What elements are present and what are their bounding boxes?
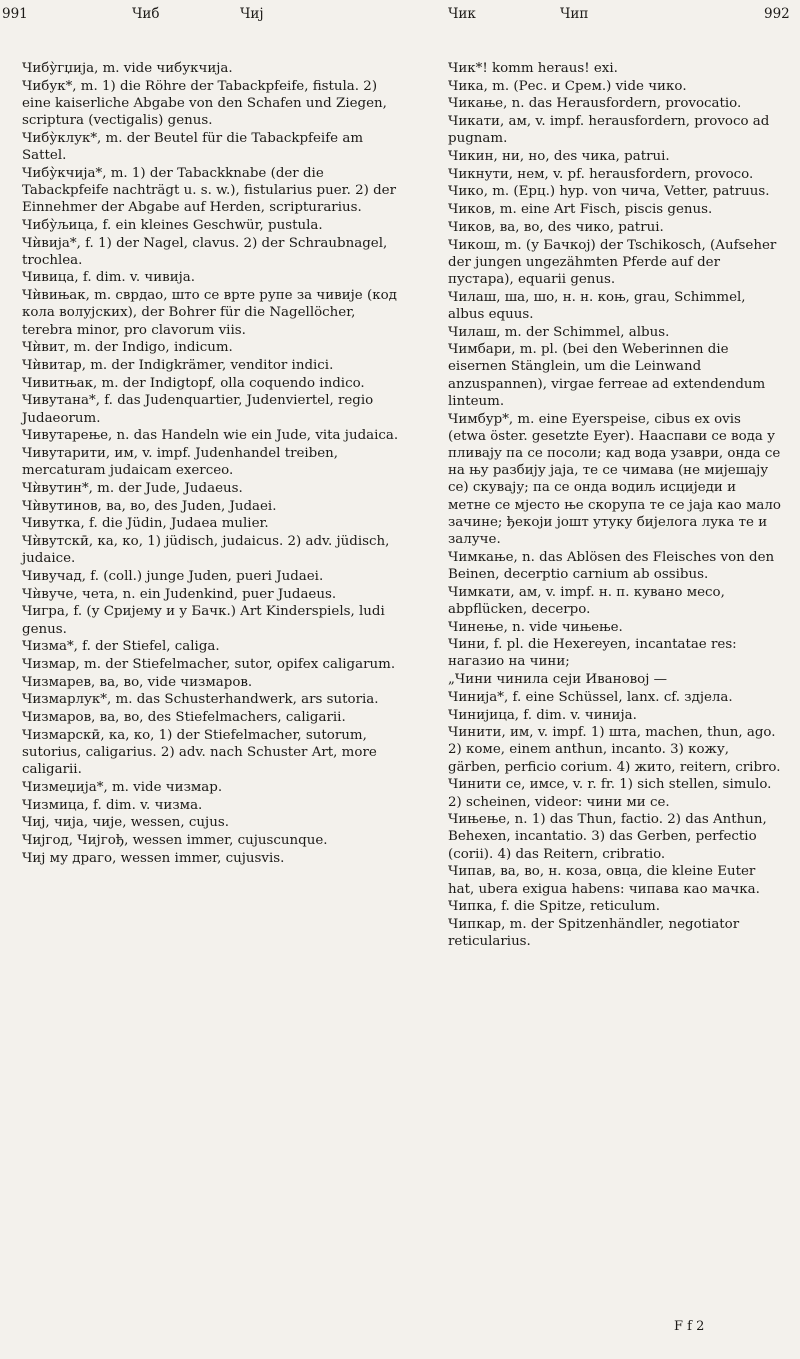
dictionary-entry: Чибу̀љица, f. ein kleines Geschwür, pustula. xyxy=(22,217,323,233)
dictionary-entry: Чијгод, Чијгођ, wessen immer, cujuscunque. xyxy=(22,832,328,848)
dictionary-entry: Чиков, ва, во, des чико, patrui. xyxy=(448,219,664,235)
dictionary-entry: Чини, f. pl. die Hexereyen, incantatae res: нагазио на чини; xyxy=(448,637,737,670)
dictionary-entry: Чипка, f. die Spitze, reticulum. xyxy=(448,899,660,915)
dictionary-entry: Чикање, n. das Herausfordern, provocatio. xyxy=(448,96,742,112)
left-guide-word-2: Чиј xyxy=(240,6,264,22)
dictionary-entry: Чинење, n. vide чињење. xyxy=(448,619,623,635)
dictionary-entry: Чигра, f. (у Сријему и у Бачк.) Art Kinderspiels, ludi genus. xyxy=(22,604,385,637)
dictionary-entry: Чѝвињак, m. сврдао, што се врте рупе за чивије (код кола волујских), der Bohrer für die Nagellöcher, terebra minor, pro clavorum viis. xyxy=(22,288,397,338)
dictionary-entry: Чизмица, f. dim. v. чизма. xyxy=(22,797,203,813)
dictionary-entry: Чико, m. (Ерц.) hyp. von чича, Vetter, patruus. xyxy=(448,184,770,200)
dictionary-entry: Чибу̀кчија*, m. 1) der Tabackknabe (der die Tabackpfeife nachträgt u. s. w.), fistularius puer. 2) der Einnehmer der Abgabe auf Herden, scripturarius. xyxy=(22,165,396,216)
dictionary-entry: Чиј, чија, чије, wessen, cujus. xyxy=(22,815,229,831)
right-guide-word-1: Чик xyxy=(448,6,476,22)
signature-mark: F f 2 xyxy=(674,1319,705,1334)
dictionary-entry: Чизмарлук*, m. das Schusterhandwerk, ars sutoria. xyxy=(22,692,379,708)
dictionary-entry: Чизмар, m. der Stiefelmacher, sutor, opifex caligarum. xyxy=(22,656,396,672)
dictionary-entry: Чиков, m. eine Art Fisch, piscis genus. xyxy=(448,202,713,218)
dictionary-entry: Чѝвутин*, m. der Jude, Judaeus. xyxy=(22,480,243,496)
dictionary-entry: Чикати, ам, v. impf. herausfordern, provoco ad pugnam. xyxy=(448,114,770,147)
dictionary-entry: Чѝвутскӣ, ка, ко, 1) jüdisch, judaicus. 2) adv. jüdisch, judaice. xyxy=(22,533,390,567)
dictionary-entry: Чипав, ва, во, н. коза, овца, die kleine Euter hat, ubera exigua habens: чипава као мачка. xyxy=(448,864,760,897)
dictionary-entry: Чѝвутинов, ва, во, des Juden, Judaei. xyxy=(22,498,277,514)
dictionary-entry: Чивица, f. dim. v. чивија. xyxy=(22,270,196,286)
dictionary-entry: Чизмаров, ва, во, des Stiefelmachers, caligarii. xyxy=(22,710,346,726)
left-column xyxy=(22,60,406,867)
dictionary-entry: Чибу̀клук*, m. der Beutel für die Tabackpfeife am Sattel. xyxy=(22,130,364,164)
dictionary-entry: Чизмеџија*, m. vide чизмар. xyxy=(22,779,223,795)
left-guide-word-1: Чиб xyxy=(132,6,160,22)
dictionary-entry: Чинити, им, v. impf. 1) шта, machen, thun, ago. 2) коме, einem anthun, incanto. 3) кожу, gärben, perficio corium. 4) жито, reitern, cribro. xyxy=(448,725,781,775)
dictionary-entry: Чилаш, ша, шо, н. н. коњ, grau, Schimmel, albus equus. xyxy=(448,289,746,322)
dictionary-entry: Чик*! komm heraus! exi. xyxy=(448,61,618,76)
dictionary-entry: Чивутка, f. die Jüdin, Judaea mulier. xyxy=(22,516,269,532)
dictionary-entry: Чинија*, f. eine Schüssel, lanx. cf. здјела. xyxy=(448,689,733,705)
dictionary-entry: Чињење, n. 1) das Thun, factio. 2) das Anthun, Behexen, incantatio. 3) das Gerben, perfectio (corii). 4) das Reitern, cribratio. xyxy=(448,812,767,862)
right-guide-word-2: Чип xyxy=(560,6,589,22)
dictionary-entry: Чивутарити, им, v. impf. Judenhandel treiben, mercaturam judaicam exerceo. xyxy=(22,445,339,479)
dictionary-entry: Чивучад, f. (coll.) junge Juden, pueri Judaei. xyxy=(22,568,324,584)
page-number-right: 992 xyxy=(764,6,790,22)
dictionary-entry: Чимкати, ам, v. impf. н. п. кувано месо, abpflücken, decerpo. xyxy=(448,584,725,617)
dictionary-entry: Чѝвија*, f. 1) der Nagel, clavus. 2) der Schraubnagel, trochlea. xyxy=(22,235,388,268)
dictionary-entry: Чизмарскӣ, ка, ко, 1) der Stiefelmacher, sutorum, sutorius, caligarius. 2) adv. nach Schuster Art, more caligarii. xyxy=(22,727,377,778)
dictionary-entry: Чѝвуче, чета, n. ein Judenkind, puer Judaeus. xyxy=(22,586,337,602)
dictionary-entry: Чинити се, имсе, v. r. fr. 1) sich stellen, simulo. 2) scheinen, videor: чини ми се. xyxy=(448,777,772,810)
dictionary-entry: Чика, m. (Рес. и Срем.) vide чико. xyxy=(448,78,687,94)
dictionary-entry: Чинијица, f. dim. v. чинија. xyxy=(448,707,637,723)
dictionary-entry: Чѝвит, m. der Indigo, indicum. xyxy=(22,340,233,356)
dictionary-entry: Чивутарење, n. das Handeln wie ein Jude, vita judaica. xyxy=(22,428,399,444)
dictionary-entry: „Чини чинила сеји Ивановој — xyxy=(448,672,668,688)
dictionary-entry: Чикин, ни, но, des чика, patrui. xyxy=(448,149,670,165)
dictionary-entry: Чимкање, n. das Ablösen des Fleisches von den Beinen, decerptio carnium ab ossibus. xyxy=(448,549,775,582)
dictionary-entry: Чимбур*, m. eine Eyerspeise, cibus ex ovis (etwa öster. gesetzte Eyer). Нааспави се вода у пливају па се посоли; кад вода узаври, онда се на њу разбију јаја, те се чимава (не мијешају се) скувају; па се онда водиљ исциједи и метне се мјесто ње скорупа те се јаја као мало зачине; ђекоји јошт утуку бијелога лука те и залуче. xyxy=(448,411,781,547)
right-column xyxy=(448,60,782,951)
dictionary-entry: Чикош, m. (у Бачкој) der Tschikosch, (Aufseher der jungen ungezähmten Pferde auf der пустара), equarii genus. xyxy=(448,237,777,287)
dictionary-entry: Чипкар, m. der Spitzenhändler, negotiator reticularius. xyxy=(448,916,740,950)
dictionary-entry: Чивутана*, f. das Judenquartier, Judenviertel, regio Judaeorum. xyxy=(22,393,374,426)
dictionary-entry: Чилаш, m. der Schimmel, albus. xyxy=(448,324,670,340)
dictionary-entry: Чибук*, m. 1) die Röhre der Tabackpfeife, fistula. 2) eine kaiserliche Abgabe von den Schafen und Ziegen, scriptura (vectigalis) genus. xyxy=(22,78,387,129)
dictionary-entry: Чивитњак, m. der Indigtopf, olla coquendo indico. xyxy=(22,375,365,391)
dictionary-entry: Чизма*, f. der Stiefel, caliga. xyxy=(22,639,220,655)
dictionary-entry: Чѝвитар, m. der Indigkrämer, venditor indici. xyxy=(22,357,334,373)
page-number-left: 991 xyxy=(2,6,28,22)
dictionary-entry: Чизмарев, ва, во, vide чизмаров. xyxy=(22,674,253,690)
dictionary-entry: Чибу̀гџија, m. vide чибукчија. xyxy=(22,61,233,76)
dictionary-entry: Чимбари, m. pl. (bei den Weberinnen die eisernen Stänglein, um die Leinwand anzuspannen), virgae ferreae ad extendendum linteum. xyxy=(448,342,766,409)
dictionary-entry: Чикнути, нем, v. pf. herausfordern, provoco. xyxy=(448,166,754,182)
dictionary-entry: Чиј му драго, wessen immer, cujusvis. xyxy=(22,850,285,866)
